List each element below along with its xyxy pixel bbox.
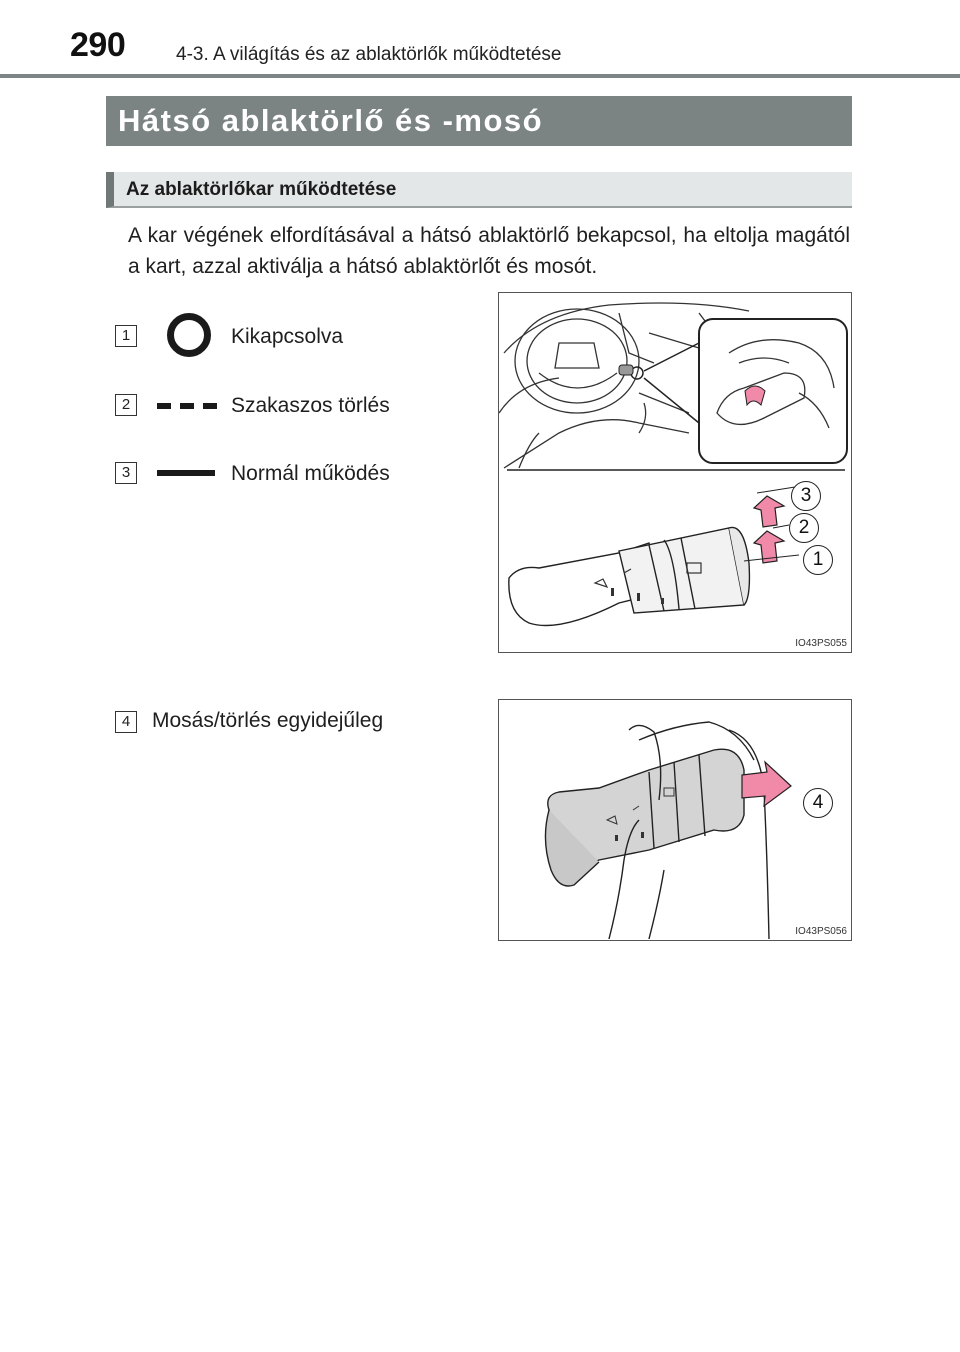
washer-illustration [499,700,850,939]
subsection-title: Az ablaktörlőkar működtetése [106,172,852,208]
chapter-title: 4-3. A világítás és az ablaktörlők működtetése [176,44,562,65]
dashed-line-icon [157,403,217,409]
item-label-4: Mosás/törlés egyidejűleg [152,709,384,732]
item-number-3: 3 [115,462,137,484]
header-rule [0,74,960,78]
lever-illustration [499,293,850,651]
callout-2: 2 [789,513,819,543]
figure-washer-lever [498,699,852,941]
figure-wiper-lever [498,292,852,653]
item-label-3: Normál működés [231,462,390,485]
item-label-1: Kikapcsolva [231,325,344,348]
intro-paragraph: A kar végének elfordításával a hátsó ablaktörlő bekapcsol, ha eltolja magától a kart, azzal aktiválja a hátsó ablaktörlőt és mosót. [128,224,850,278]
page-number: 290 [70,26,126,64]
solid-line-icon [157,470,215,476]
callout-3: 3 [791,481,821,511]
item-number-4: 4 [115,711,137,733]
item-number-2: 2 [115,394,137,416]
callout-1: 1 [803,545,833,575]
item-number-1: 1 [115,325,137,347]
figure-code: IO43PS055 [795,638,847,649]
section-title: Hátsó ablaktörlő és -mosó [106,96,852,146]
item-label-2: Szakaszos törlés [231,394,390,417]
callout-4: 4 [803,788,833,818]
circle-off-icon [167,313,211,357]
figure-code: IO43PS056 [795,926,847,937]
